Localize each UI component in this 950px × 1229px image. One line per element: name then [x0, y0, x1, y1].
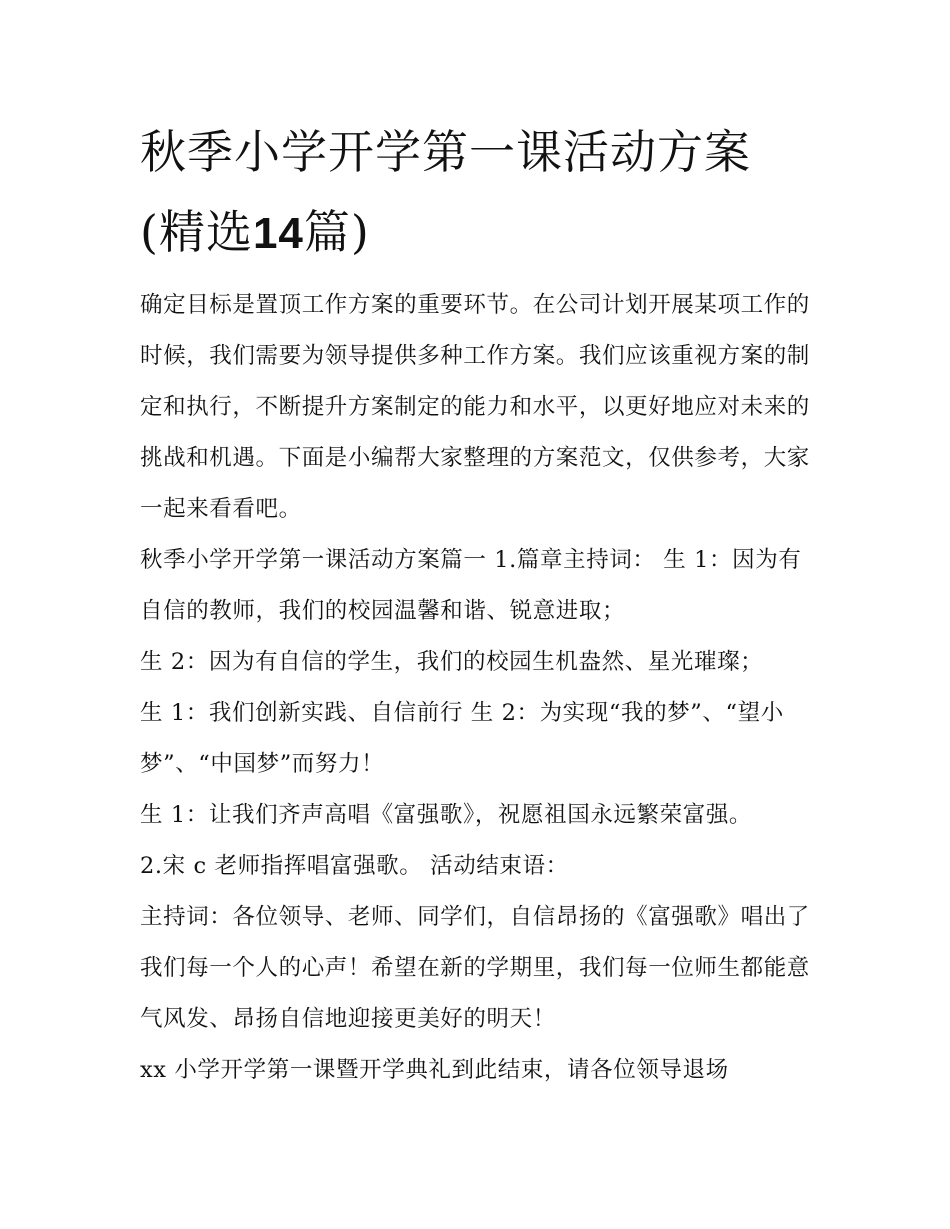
- body-paragraph: 生 1：让我们齐声高唱《富强歌》，祝愿祖国永远繁荣富强。: [140, 802, 753, 828]
- title-prefix: (精选: [140, 205, 253, 259]
- body-paragraph: 生 2：因为有自信的学生，我们的校园生机盎然、星光璀璨；: [140, 649, 764, 675]
- document-title: [140, 112, 830, 274]
- intro-paragraph: 确定目标是置顶工作方案的重要环节。在公司计划开展某项工作的时候，我们需要为领导提供多种工作方案。我们应该重视方案的制定和执行，不断提升方案制定的能力和水平，以更好地应对未来的挑战和机遇。下面是小编帮大家整理的方案范文，仅供参考，大家一起来看看吧。: [140, 292, 810, 522]
- document-body: [140, 280, 820, 1096]
- title-line-1: 秋季小学开学第一课活动方案: [140, 125, 751, 179]
- body-paragraph: xx 小学开学第一课暨开学典礼到此结束，请各位领导退场: [140, 1057, 729, 1083]
- body-paragraph: 秋季小学开学第一课活动方案篇一 1.篇章主持词： 生 1：因为有自信的教师，我们的校园温馨和谐、锐意进取；: [140, 547, 802, 624]
- title-number: 14: [252, 209, 304, 258]
- title-suffix: 篇): [303, 205, 370, 259]
- body-paragraph: 主持词：各位领导、老师、同学们，自信昂扬的《富强歌》唱出了我们每一个人的心声！希望在新的学期里，我们每一位师生都能意气风发、昂扬自信地迎接更美好的明天！: [140, 904, 810, 1032]
- body-paragraph: 2.宋 c 老师指挥唱富强歌。 活动结束语：: [140, 853, 569, 879]
- body-paragraph: 生 1：我们创新实践、自信前行 生 2：为实现“我的梦”、“望小梦”、“中国梦”而努力！: [140, 700, 784, 777]
